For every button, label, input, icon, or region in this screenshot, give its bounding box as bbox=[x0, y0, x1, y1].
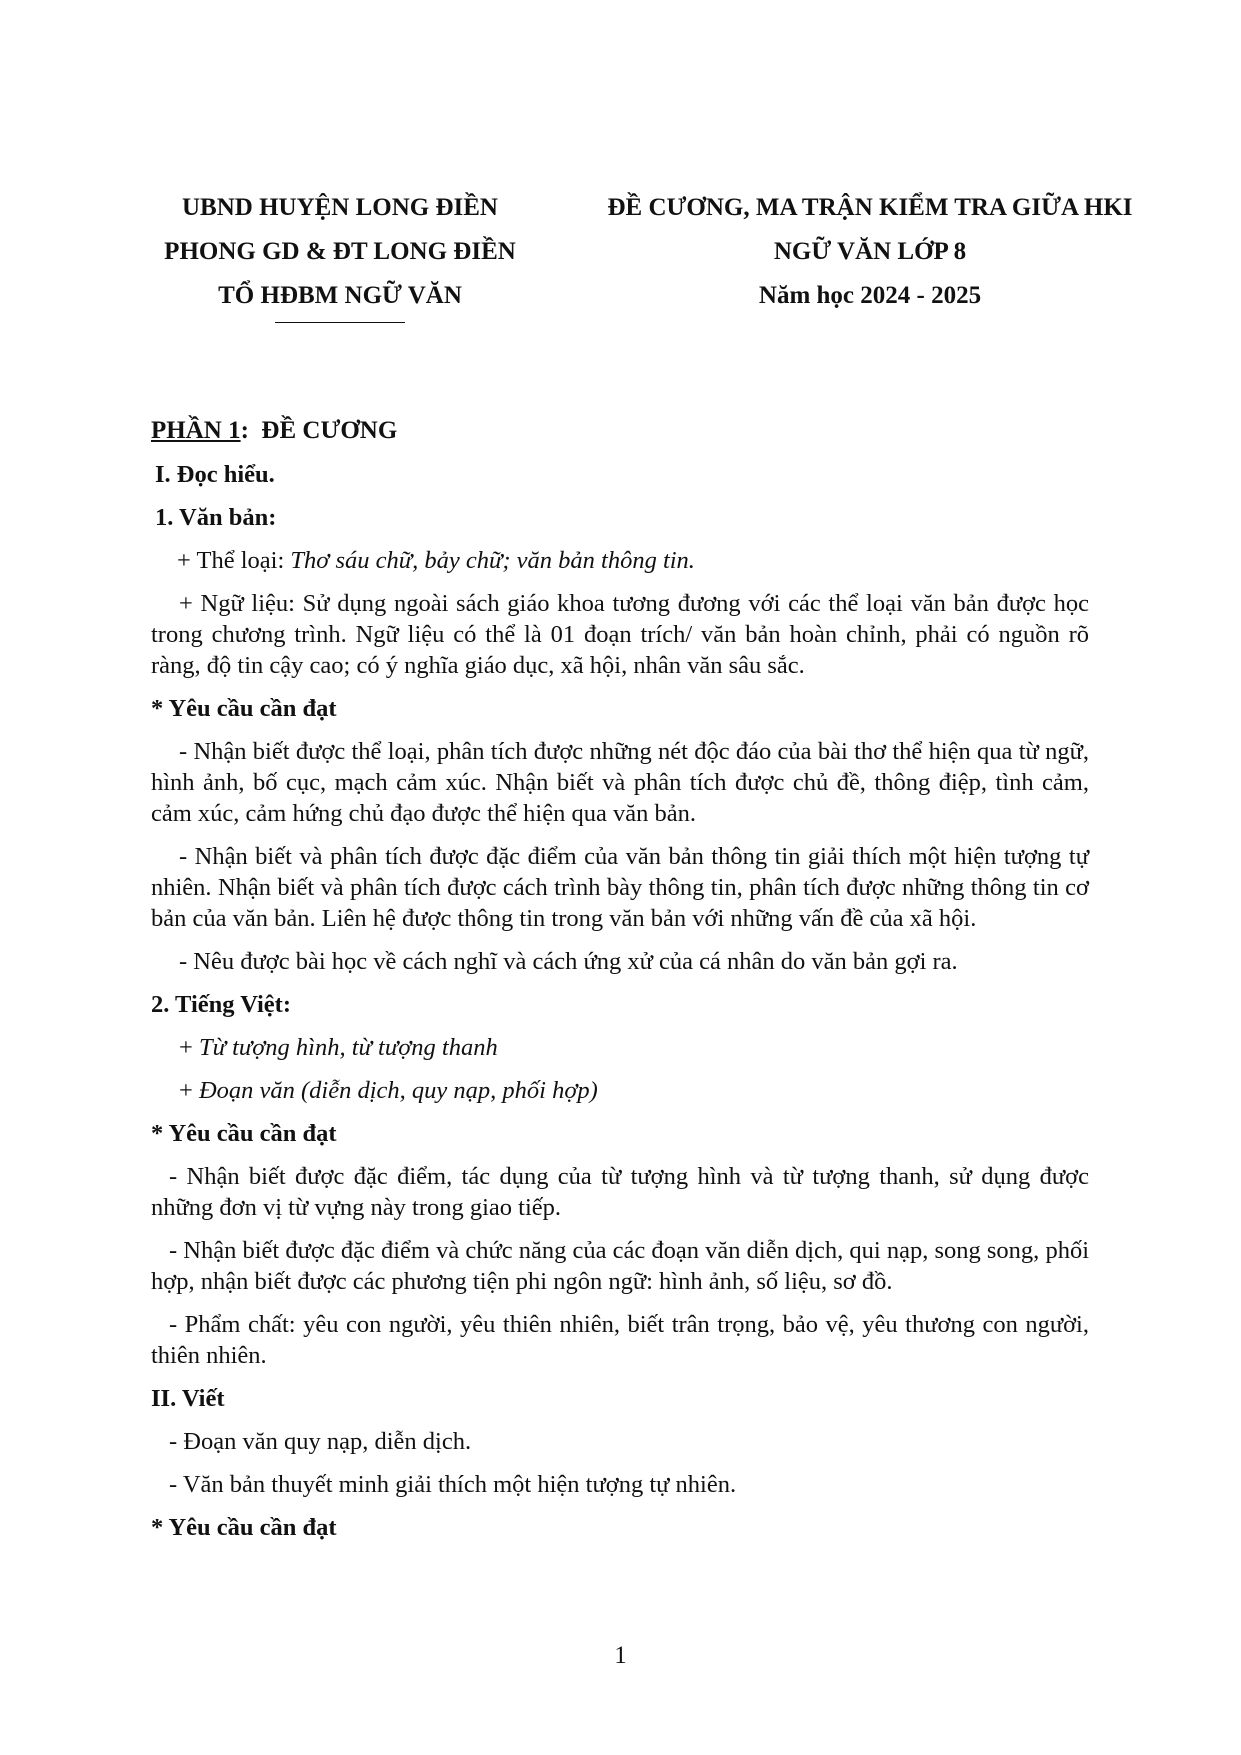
part-colon: : bbox=[240, 417, 262, 444]
subsection-2-heading: 2. Tiếng Việt: bbox=[151, 991, 291, 1018]
requirement-2-1: - Nhận biết được đặc điểm, tác dụng của từ tượng hình và từ tượng thanh, sử dụng được những đơn vị từ vựng này trong giao tiếp. bbox=[151, 1163, 1089, 1221]
part-label: PHẦN 1 bbox=[151, 417, 241, 444]
section-2-heading: II. Viết bbox=[151, 1385, 225, 1412]
header-left bbox=[140, 186, 540, 323]
document-body bbox=[151, 415, 1089, 1555]
material-paragraph: + Ngữ liệu: Sử dụng ngoài sách giáo khoa tương đương với các thể loại văn bản được học trong chương trình. Ngữ liệu có thể là 01 đoạn trích/ văn bản hoàn chỉnh, phải có nguồn rõ ràng, độ tin cậy cao; có ý nghĩa giáo dục, xã hội, nhân văn sâu sắc. bbox=[151, 590, 1089, 679]
genre-value: Thơ sáu chữ, bảy chữ; văn bản thông tin. bbox=[290, 547, 695, 574]
requirement-1-1: - Nhận biết được thể loại, phân tích được những nét độc đáo của bài thơ thể hiện qua từ ngữ, hình ảnh, bố cục, mạch cảm xúc. Nhận biết và phân tích được chủ đề, thông điệp, tình cảm, cảm xúc, cảm hứng chủ đạo được thể hiện qua văn bản. bbox=[151, 738, 1089, 827]
vietnamese-item-1-prefix: + bbox=[179, 1034, 199, 1061]
vietnamese-item-1-text: Từ tượng hình, từ tượng thanh bbox=[198, 1034, 498, 1061]
writing-item-2: - Văn bản thuyết minh giải thích một hiện tượng tự nhiên. bbox=[169, 1471, 737, 1498]
requirement-1-3: - Nêu được bài học về cách nghĩ và cách ứng xử của cá nhân do văn bản gợi ra. bbox=[179, 948, 958, 975]
requirement-2-2: - Nhận biết được đặc điểm và chức năng của các đoạn văn diễn dịch, qui nạp, song song, phối hợp, nhận biết được các phương tiện phi ngôn ngữ: hình ảnh, số liệu, sơ đồ. bbox=[151, 1237, 1089, 1295]
requirements-heading-3: * Yêu cầu cần đạt bbox=[151, 1514, 337, 1541]
subsection-1-heading: 1. Văn bản: bbox=[155, 504, 277, 531]
header-right-line-1: ĐỀ CƯƠNG, MA TRẬN KIỂM TRA GIỮA HKI bbox=[607, 194, 1133, 221]
vietnamese-item-1 bbox=[151, 1032, 1089, 1063]
page-number: 1 bbox=[614, 1642, 627, 1669]
header-left-line-1: UBND HUYỆN LONG ĐIỀN bbox=[181, 194, 498, 221]
requirement-1-2: - Nhận biết và phân tích được đặc điểm của văn bản thông tin giải thích một hiện tượng tự nhiên. Nhận biết và phân tích được cách trình bày thông tin, phân tích được những thông tin cơ bản của văn bản. Liên hệ được thông tin trong văn bản với những vấn đề của xã hội. bbox=[151, 843, 1089, 932]
header-left-line-3: TỔ HĐBM NGỮ VĂN bbox=[218, 282, 462, 309]
part-name: ĐỀ CƯƠNG bbox=[261, 417, 398, 444]
genre-line bbox=[151, 545, 1089, 576]
requirements-heading-2: * Yêu cầu cần đạt bbox=[151, 1120, 337, 1147]
header-right-line-2: NGỮ VĂN LỚP 8 bbox=[773, 238, 967, 265]
writing-item-1: - Đoạn văn quy nạp, diễn dịch. bbox=[169, 1428, 472, 1455]
header-right-line-3: Năm học 2024 - 2025 bbox=[758, 282, 982, 309]
requirements-heading-1: * Yêu cầu cần đạt bbox=[151, 695, 337, 722]
requirement-2-3: - Phẩm chất: yêu con người, yêu thiên nhiên, biết trân trọng, bảo vệ, yêu thương con người, thiên nhiên. bbox=[151, 1311, 1089, 1369]
vietnamese-item-2-prefix: + bbox=[179, 1077, 199, 1104]
header-divider bbox=[275, 322, 405, 323]
genre-label: + Thể loại: bbox=[177, 547, 291, 574]
part-title bbox=[151, 415, 1089, 446]
header-right bbox=[570, 186, 1170, 318]
vietnamese-item-2-text: Đoạn văn (diễn dịch, quy nạp, phối hợp) bbox=[198, 1077, 598, 1104]
section-1-heading: I. Đọc hiểu. bbox=[155, 461, 275, 488]
header-left-line-2: PHONG GD & ĐT LONG ĐIỀN bbox=[164, 238, 516, 265]
vietnamese-item-2 bbox=[151, 1075, 1089, 1106]
